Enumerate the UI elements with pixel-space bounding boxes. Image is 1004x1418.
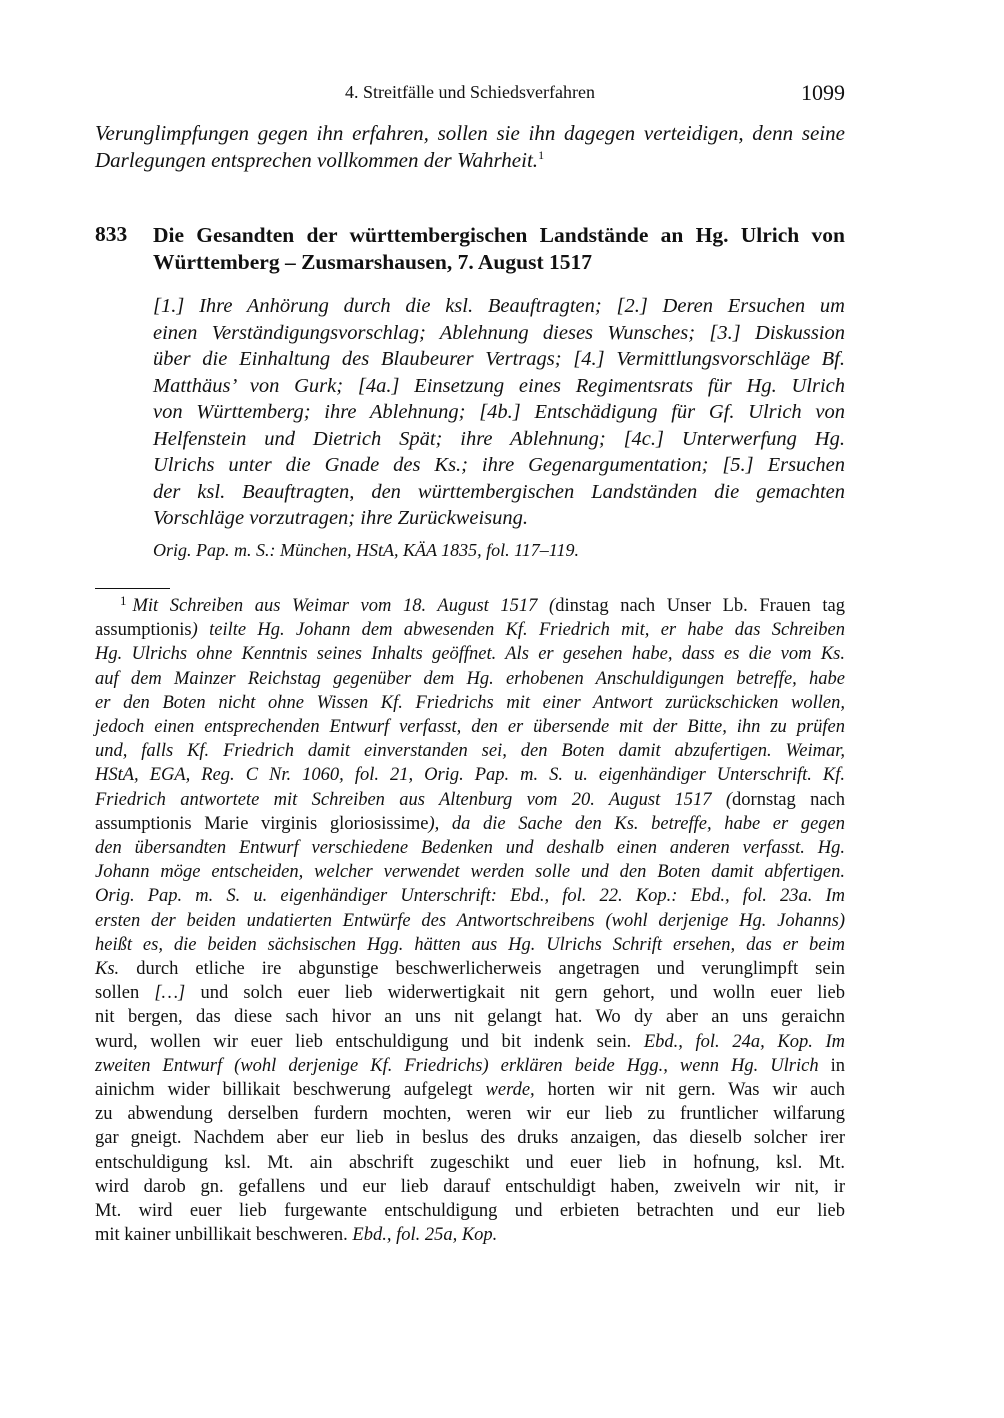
footnote-separator <box>95 588 170 589</box>
footnote-line <box>95 788 845 812</box>
editorial-text: er den Boten nicht ohne Wissen Kf. Friedrichs mit einer Antwort zurückschicken wollen, <box>95 692 845 713</box>
quoted-source-text: in <box>818 1055 845 1076</box>
regest-line: [1.] Ihre Anhörung durch die ksl. Beauftragten; [2.] Deren Ersuchen um <box>153 295 845 317</box>
editorial-text: heißt es, die beiden sächsischen Hgg. hätten aus Hg. Ulrichs Schrift ersehen, das er beim <box>95 934 845 955</box>
editorial-text: ), da die Sache den Ks. betreffe, habe er gegen <box>428 813 845 834</box>
quoted-source-text: wurd, wollen wir euer lieb entschuldigung und bit indenk sein. <box>95 1031 644 1052</box>
footnote-line <box>95 763 845 787</box>
footnote-line <box>95 1199 845 1223</box>
editorial-text: auf dem Mainzer Reichstag gegenüber dem Hg. erhobenen Anschuldigungen betreffe, habe <box>95 668 845 689</box>
text-line <box>95 147 845 174</box>
editorial-text: zweiten Entwurf (wohl derjenige Kf. Friedrichs) erklären beide Hgg., wenn Hg. Ulrich <box>95 1055 819 1076</box>
editorial-text: […] <box>154 983 186 1004</box>
editorial-text: und, falls Kf. Friedrich damit einverstanden sei, den Boten damit abzufertigen. Weimar, <box>95 741 845 762</box>
footnote-marker: 1 <box>120 593 127 608</box>
quoted-source-text: zu abwendung derselben furdern mochten, weren wir eur lieb zu fruntlicher wilfarung <box>95 1104 845 1125</box>
footnote-line <box>95 1005 845 1029</box>
quoted-source-text: gar gneigt. Nachdem aber eur lieb in beslus des druks anzaigen, das dieselb solcher irer <box>95 1128 845 1149</box>
editorial-text: Orig. Pap. m. S. u. eigenhändiger Unterschrift: Ebd., fol. 22. Kop.: Ebd., fol. 23a. Im <box>95 886 845 907</box>
editorial-text: Ebd., fol. 25a, Kop. <box>352 1225 498 1246</box>
footnote-line <box>95 594 845 618</box>
quoted-source-text: sollen <box>95 983 155 1004</box>
regest-line: Helfenstein und Dietrich Spät; ihre Ablehnung; [4c.] Unterwerfung Hg. <box>153 427 845 450</box>
editorial-text: Mit Schreiben aus Weimar vom 18. August 1517 ( <box>132 596 556 616</box>
footnote-line <box>95 1151 845 1175</box>
quoted-source-text: entschuldigung ksl. Mt. ain abschrift zugeschikt und euer lieb in hofnung, ksl. Mt. <box>95 1152 845 1173</box>
footnote-line <box>95 1054 845 1078</box>
source-citation: Orig. Pap. m. S.: München, HStA, KÄA 1835, fol. 117–119. <box>153 540 579 560</box>
editorial-text: Ebd., fol. 24a, Kop. Im <box>643 1031 845 1052</box>
footnote-line <box>95 884 845 908</box>
editorial-text: Ks. <box>95 959 120 980</box>
editorial-text: Friedrich antwortete mit Schreiben aus Altenburg vom 20. August 1517 ( <box>95 789 733 810</box>
editorial-text: den übersandten Entwurf verschiedene Bedenken und deshalb einen anderen verfasst. Hg. <box>95 838 845 859</box>
footnote-line <box>95 1102 845 1126</box>
text-line: Verunglimpfungen gegen ihn erfahren, sollen sie ihn dagegen verteidigen, denn seine <box>95 121 845 145</box>
editorial-text: Johann möge entscheiden, welcher verwendet werden solle und den Boten damit abfertigen. <box>95 862 845 883</box>
title-line: Württemberg – Zusmarshausen, 7. August 1517 <box>153 250 592 274</box>
editorial-text: jedoch einen entsprechenden Entwurf verfasst, den er übersende mit der Bitte, ihn zu prüfen <box>95 717 845 738</box>
quoted-source-text: mit kainer unbillikait beschweren. <box>95 1225 353 1246</box>
footnote-line <box>95 739 845 763</box>
running-head <box>95 80 845 106</box>
quoted-source-text: wird darob gn. gefallens und eur lieb darauf entschuldigt haben, zweiveln wir nit, ir <box>95 1176 845 1197</box>
footnote-line <box>95 618 845 642</box>
footnote-reference[interactable]: 1 <box>538 148 545 162</box>
quoted-source-text: und solch euer lieb widerwertigkait nit gern gehort, und wolln euer lieb <box>185 983 845 1004</box>
footnote-line <box>95 860 845 884</box>
quoted-source-text: durch etliche ire abgunstige beschwerlicherweis angetragen und verunglimpft sein <box>119 959 845 980</box>
quoted-source-text: assumptionis <box>95 620 192 641</box>
regest-line: von Württemberg; ihre Ablehnung; [4b.] Entschädigung für Gf. Ulrich von <box>153 401 845 423</box>
continuation-text <box>95 120 845 174</box>
regest-line: Matthäus’ von Gurk; [4a.] Einsetzung eines Regimentsrats für Hg. Ulrich <box>153 374 845 397</box>
footnote-line <box>95 667 845 691</box>
footnote-line <box>95 981 845 1005</box>
footnote-line <box>95 1078 845 1102</box>
footnote-line <box>95 691 845 715</box>
footnote-line <box>95 1126 845 1150</box>
title-line: Die Gesandten der württembergischen Landstände an Hg. Ulrich von <box>153 223 845 247</box>
chapter-title: 4. Streitfälle und Schiedsverfahren <box>345 82 595 102</box>
footnote-line <box>95 1030 845 1054</box>
regest <box>153 293 845 532</box>
document-number: 833 <box>95 222 128 246</box>
regest-line: Ulrichs unter die Gnade des Ks.; ihre Gegenargumentation; [5.] Ersuchen <box>153 454 845 476</box>
footnote-line <box>95 909 845 933</box>
quoted-source-text: Mt. wird euer lieb furgewante entschuldigung und erbieten betrachten und eur lieb <box>95 1201 845 1222</box>
regest-line: der ksl. Beauftragten, den württembergischen Landständen die gemachten <box>153 480 845 503</box>
footnote-line <box>95 933 845 957</box>
quoted-source-text: dinstag nach Unser Lb. Frauen tag <box>555 596 845 616</box>
footnote-line <box>95 642 845 666</box>
page-number: 1099 <box>801 80 845 105</box>
footnote-line <box>95 1175 845 1199</box>
document-title <box>153 222 845 276</box>
quoted-source-text: horten wir nit gern. Was wir auch <box>534 1080 845 1101</box>
quoted-source-text: assumptionis Marie virginis gloriosissime <box>95 813 429 834</box>
footnote-line <box>95 957 845 981</box>
editorial-text: Hg. Ulrichs ohne Kenntnis seines Inhalts geöffnet. Als er gesehen habe, dass es die vom Ks. <box>95 644 845 665</box>
footnote-line <box>95 715 845 739</box>
editorial-text: werde, <box>485 1080 535 1101</box>
regest-line: über die Einhaltung des Blaubeurer Vertrags; [4.] Vermittlungsvorschläge Bf. <box>153 348 845 370</box>
footnote <box>95 594 845 1247</box>
regest-line: Vorschläge vorzutragen; ihre Zurückweisung. <box>153 507 529 529</box>
footnote-line <box>95 836 845 860</box>
editorial-text: ersten der beiden undatierten Entwürfe des Antwortschreibens (wohl derjenige Hg. Johanns) <box>95 910 845 931</box>
regest-line: einen Verständigungsvorschlag; Ablehnung dieses Wunsches; [3.] Diskussion <box>153 321 845 344</box>
footnote-line <box>95 812 845 836</box>
editorial-text: ) teilte Hg. Johann dem abwesenden Kf. Friedrich mit, er habe das Schreiben <box>191 620 845 641</box>
quoted-source-text: nit bergen, das diese sach hivor an uns nit gelangt hat. Wo dy aber an uns geraichn <box>95 1007 845 1028</box>
text-span: Darlegungen entsprechen vollkommen der Wahrheit. <box>95 148 539 172</box>
quoted-source-text: ainichm wider billikait beschwerung aufgelegt <box>95 1080 486 1101</box>
editorial-text: HStA, EGA, Reg. C Nr. 1060, fol. 21, Orig. Pap. m. S. u. eigenhändiger Unterschrift. Kf. <box>95 765 845 786</box>
quoted-source-text: dornstag nach <box>732 789 845 810</box>
footnote-line <box>95 1223 845 1247</box>
